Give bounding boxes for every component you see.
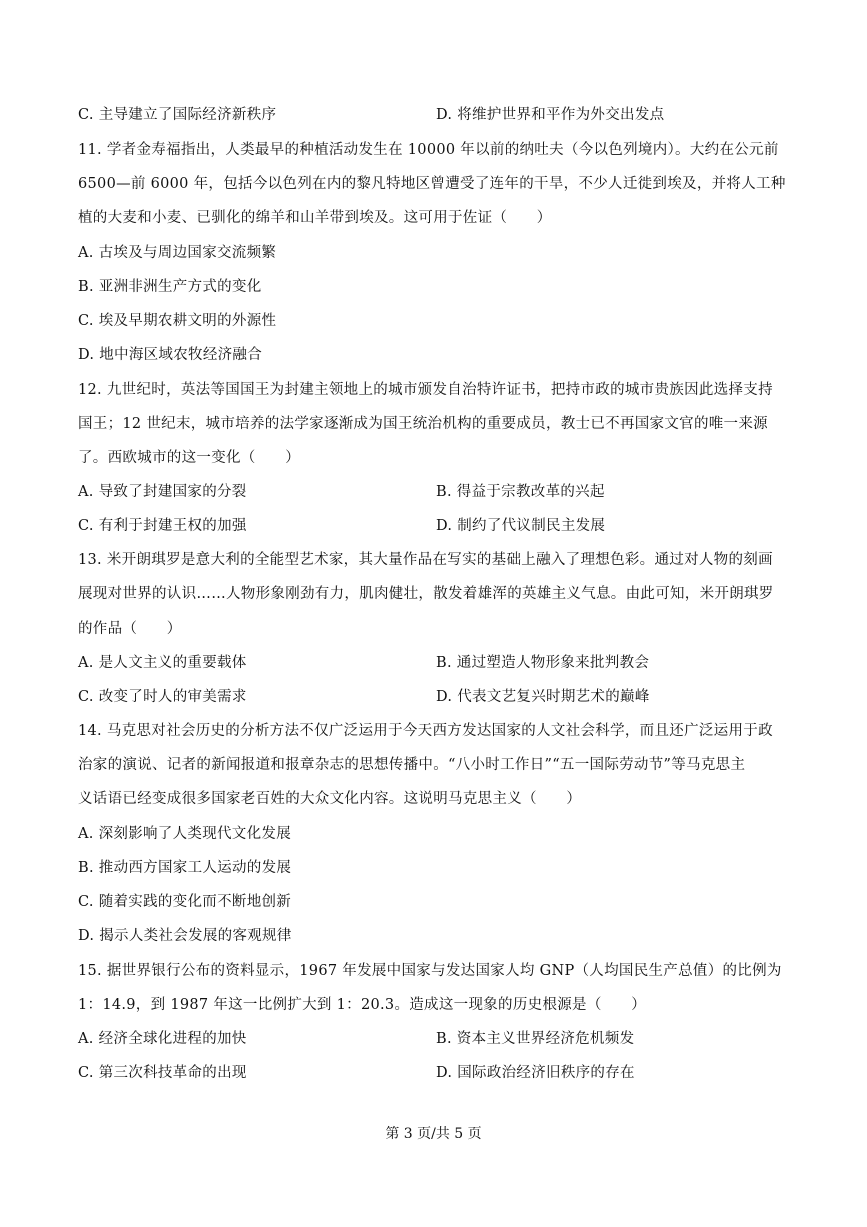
q15-option-c: C. 第三次科技革命的出现 xyxy=(78,1065,247,1081)
q13-option-b: B. 通过塑造人物形象来批判教会 xyxy=(436,655,650,671)
q13-option-a: A. 是人文主义的重要载体 xyxy=(78,655,247,671)
q15-stem-line-1: 15. 据世界银行公布的资料显示，1967 年发展中国家与发达国家人均 GNP（人均国民生产总值）的比例为 xyxy=(78,963,782,979)
q12-option-c: C. 有利于封建王权的加强 xyxy=(78,518,247,534)
q14-stem-line-2: 治家的演说、记者的新闻报道和报章杂志的思想传播中。“八小时工作日”“五一国际劳动节”等马克思主 xyxy=(78,757,746,773)
q10-option-c: C. 主导建立了国际经济新秩序 xyxy=(78,107,277,123)
q11-stem-line-3: 植的大麦和小麦、已驯化的绵羊和山羊带到埃及。这可用于佐证（ ） xyxy=(78,210,552,226)
q14-option-d: D. 揭示人类社会发展的客观规律 xyxy=(78,928,292,944)
q12-option-a: A. 导致了封建国家的分裂 xyxy=(78,484,247,500)
q15-option-b: B. 资本主义世界经济危机频发 xyxy=(436,1031,635,1047)
q11-option-d: D. 地中海区域农牧经济融合 xyxy=(78,347,263,363)
q11-option-c: C. 埃及早期农耕文明的外源性 xyxy=(78,313,277,329)
q15-option-d: D. 国际政治经济旧秩序的存在 xyxy=(436,1065,635,1081)
q12-stem-line-2: 国王；12 世纪末，城市培养的法学家逐渐成为国王统治机构的重要成员，教士已不再国家文官的唯一来源 xyxy=(78,416,768,432)
q15-option-a: A. 经济全球化进程的加快 xyxy=(78,1031,247,1047)
q15-stem-line-2: 1：14.9，到 1987 年这一比例扩大到 1：20.3。造成这一现象的历史根源是（ ） xyxy=(78,997,647,1013)
q12-option-d: D. 制约了代议制民主发展 xyxy=(436,518,606,534)
q14-stem-line-3: 义话语已经变成很多国家老百姓的大众文化内容。这说明马克思主义（ ） xyxy=(78,791,582,807)
q14-option-a: A. 深刻影响了人类现代文化发展 xyxy=(78,826,291,842)
q12-option-b: B. 得益于宗教改革的兴起 xyxy=(436,484,605,500)
q11-option-b: B. 亚洲非洲生产方式的变化 xyxy=(78,279,262,295)
q13-option-c: C. 改变了时人的审美需求 xyxy=(78,689,247,705)
q13-stem-line-2: 展现对世界的认识……人物形象刚劲有力，肌肉健壮，散发着雄浑的英雄主义气息。由此可知，米开朗琪罗 xyxy=(78,586,774,602)
q14-stem-line-1: 14. 马克思对社会历史的分析方法不仅广泛运用于今天西方发达国家的人文社会科学，而且还广泛运用于政 xyxy=(78,723,773,739)
q13-stem-line-1: 13. 米开朗琪罗是意大利的全能型艺术家，其大量作品在写实的基础上融入了理想色彩。通过对人物的刻画 xyxy=(78,552,773,568)
q12-stem-line-3: 了。西欧城市的这一变化（ ） xyxy=(78,450,300,466)
q11-stem-line-2: 6500—前 6000 年，包括今以色列在内的黎凡特地区曾遭受了连年的干旱，不少人迁徙到埃及，并将人工种 xyxy=(78,176,786,192)
q10-option-d: D. 将维护世界和平作为外交出发点 xyxy=(436,107,665,123)
q13-option-d: D. 代表文艺复兴时期艺术的巅峰 xyxy=(436,689,650,705)
q14-option-c: C. 随着实践的变化而不断地创新 xyxy=(78,894,292,910)
q13-stem-line-3: 的作品（ ） xyxy=(78,621,182,637)
q11-stem-line-1: 11. 学者金寿福指出，人类最早的种植活动发生在 10000 年以前的纳吐夫（今以色列境内）。大约在公元前 xyxy=(78,142,779,158)
q12-stem-line-1: 12. 九世纪时，英法等国国王为封建主领地上的城市颁发自治特许证书，把持市政的城市贵族因此选择支持 xyxy=(78,382,773,398)
q14-option-b: B. 推动西方国家工人运动的发展 xyxy=(78,860,292,876)
q11-option-a: A. 古埃及与周边国家交流频繁 xyxy=(78,245,277,261)
page-number-footer: 第 3 页/共 5 页 xyxy=(385,1126,482,1142)
